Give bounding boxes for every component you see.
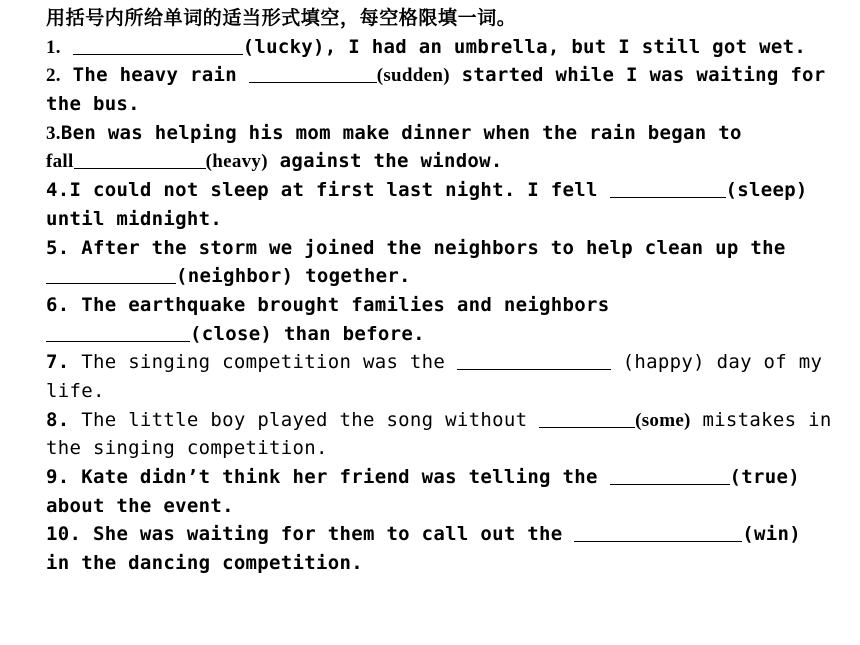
question-text: The heavy rain [72, 64, 237, 87]
question-number: 6. [46, 293, 70, 316]
hint-word: (close) [190, 322, 273, 345]
question-2-continued: the bus. [46, 93, 140, 116]
answer-blank[interactable] [539, 409, 635, 428]
question-number: 10. [46, 523, 82, 546]
answer-blank[interactable] [249, 64, 377, 83]
question-5-continued [46, 262, 854, 291]
question-text: She was waiting for them to call out the [92, 523, 563, 546]
question-1 [46, 33, 854, 62]
question-text: together. [305, 265, 411, 288]
question-8-continued: the singing competition. [46, 437, 328, 460]
question-9-continued: about the event. [46, 494, 234, 517]
answer-blank[interactable] [457, 351, 611, 370]
instruction-text: 用括号内所给单词的适当形式填空，每空格限填一词。 [46, 7, 517, 29]
hint-word: (some) [635, 409, 691, 431]
question-7 [46, 348, 854, 377]
question-4-continued: until midnight. [46, 207, 223, 230]
question-4 [46, 176, 854, 205]
hint-word: (win) [742, 523, 801, 546]
question-text: The earthquake brought families and neighbors [81, 293, 610, 316]
question-8 [46, 406, 854, 435]
question-text: Kate didn’t think her friend was telling the [81, 466, 598, 488]
question-9 [46, 463, 854, 492]
question-text: After the storm we joined the neighbors to help clean up the [81, 236, 786, 259]
question-text: Ben was helping his mom make dinner when the rain began to [60, 121, 742, 144]
question-text: started while I was waiting for [461, 64, 826, 87]
question-number: 5. [46, 236, 70, 259]
question-3-continued [46, 147, 854, 176]
hint-word: (sudden) [376, 65, 450, 87]
answer-blank[interactable] [574, 523, 742, 542]
question-number: 3. [46, 122, 61, 144]
question-number: 1. [46, 36, 61, 58]
question-3 [46, 119, 854, 148]
answer-blank[interactable] [74, 150, 206, 169]
question-text: day of my [716, 351, 823, 374]
question-number: 9. [46, 466, 70, 488]
question-text: I could not sleep at first last night. I fell [69, 179, 598, 202]
question-number: 2. [46, 65, 61, 87]
answer-blank[interactable] [46, 323, 190, 342]
question-number: 7. [46, 351, 70, 374]
question-text: than before. [283, 322, 425, 345]
question-text: against the window. [279, 150, 503, 173]
answer-blank[interactable] [610, 179, 726, 198]
hint-word: (sleep) [725, 179, 808, 202]
question-number: 4. [46, 179, 70, 202]
hint-word: (happy) [622, 351, 705, 374]
question-text: The little boy played the song without [81, 408, 528, 431]
answer-blank[interactable] [73, 36, 243, 55]
question-text: , I had an umbrella, but I still got wet. [324, 35, 807, 58]
question-text: mistakes in [702, 408, 832, 431]
hint-word: (heavy) [205, 151, 268, 173]
question-10-continued: in the dancing competition. [46, 552, 363, 575]
question-number: 8. [46, 408, 70, 431]
question-5 [46, 234, 854, 263]
hint-word: (true) [729, 466, 800, 488]
question-2 [46, 61, 854, 90]
answer-blank[interactable] [46, 265, 176, 284]
question-6-continued [46, 320, 854, 349]
question-text: The singing competition was the [81, 351, 446, 374]
question-10 [46, 520, 854, 549]
exercise-sheet [46, 4, 854, 578]
hint-word: (lucky) [242, 35, 325, 58]
question-6 [46, 291, 854, 320]
answer-blank[interactable] [610, 466, 730, 485]
question-text: fall [46, 151, 74, 173]
question-7-continued: life. [46, 379, 105, 402]
hint-word: (neighbor) [176, 265, 294, 288]
